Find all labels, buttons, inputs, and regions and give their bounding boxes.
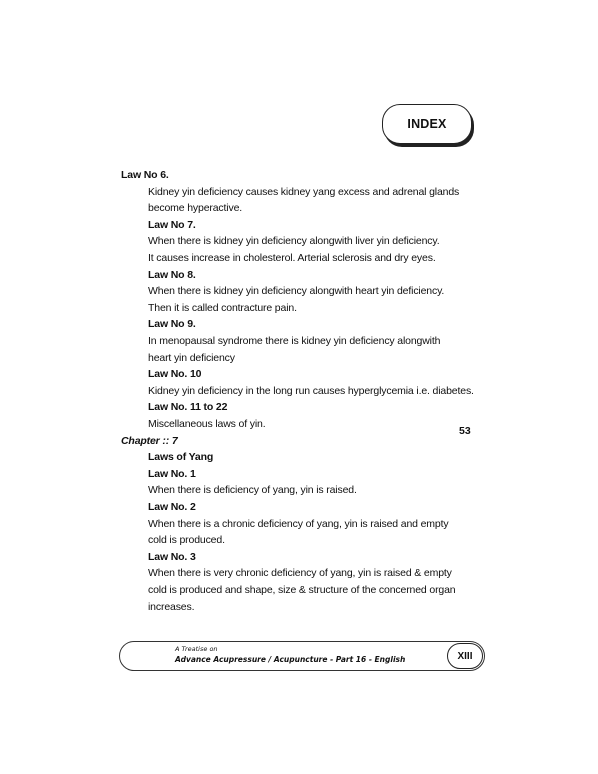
law-heading: Law No. 2 xyxy=(148,501,196,513)
law-heading: Law No 8. xyxy=(148,268,196,281)
page-number-laws-of-yang: 53 xyxy=(459,425,471,437)
footer-page-badge: XIII xyxy=(447,643,483,669)
chapter-heading: Chapter :: 7 xyxy=(121,434,178,447)
law-heading: Law No 6. xyxy=(121,169,169,181)
index-text-line: become hyperactive. xyxy=(148,202,243,215)
index-text-line: When there is a chronic deficiency of yang, yin is raised and empty xyxy=(148,517,449,530)
index-text-line: When there is very chronic deficiency of yang, yin is raised & empty xyxy=(148,567,452,580)
index-text-line: It causes increase in cholesterol. Arterial sclerosis and dry eyes. xyxy=(148,252,436,264)
footer-banner xyxy=(119,641,485,671)
index-text-line: Kidney yin deficiency in the long run causes hyperglycemia i.e. diabetes. xyxy=(148,384,474,397)
index-text-line: heart yin deficiency xyxy=(148,351,235,364)
index-text-line: cold is produced. xyxy=(148,534,225,547)
law-heading: Law No 9. xyxy=(148,318,196,331)
index-text-line: When there is kidney yin deficiency alongwith liver yin deficiency. xyxy=(148,235,440,248)
law-heading: Law No. 11 to 22 xyxy=(148,401,228,414)
index-text-line: Kidney yin deficiency causes kidney yang excess and adrenal glands xyxy=(148,185,460,198)
law-heading: Law No. 1 xyxy=(148,467,196,480)
index-text-line: increases. xyxy=(148,600,195,613)
index-text-line: Then it is called contracture pain. xyxy=(148,301,297,314)
footer-book-title: Advance Acupressure / Acupuncture - Part 16 - English xyxy=(175,655,406,664)
footer-subtitle: A Treatise on xyxy=(175,645,218,653)
index-text-line: When there is kidney yin deficiency alongwith heart yin deficiency. xyxy=(148,285,445,298)
index-text-line: In menopausal syndrome there is kidney yin deficiency alongwith xyxy=(148,335,441,347)
index-text-line: When there is deficiency of yang, yin is raised. xyxy=(148,484,357,497)
index-tab: INDEX xyxy=(382,104,472,144)
index-text-line: Miscellaneous laws of yin. xyxy=(148,418,266,430)
law-heading: Law No. 3 xyxy=(148,550,196,563)
law-heading: Law No. 10 xyxy=(148,368,202,381)
law-heading: Law No 7. xyxy=(148,218,196,231)
index-text-line: cold is produced and shape, size & structure of the concerned organ xyxy=(148,584,456,596)
law-heading: Laws of Yang xyxy=(148,451,214,464)
